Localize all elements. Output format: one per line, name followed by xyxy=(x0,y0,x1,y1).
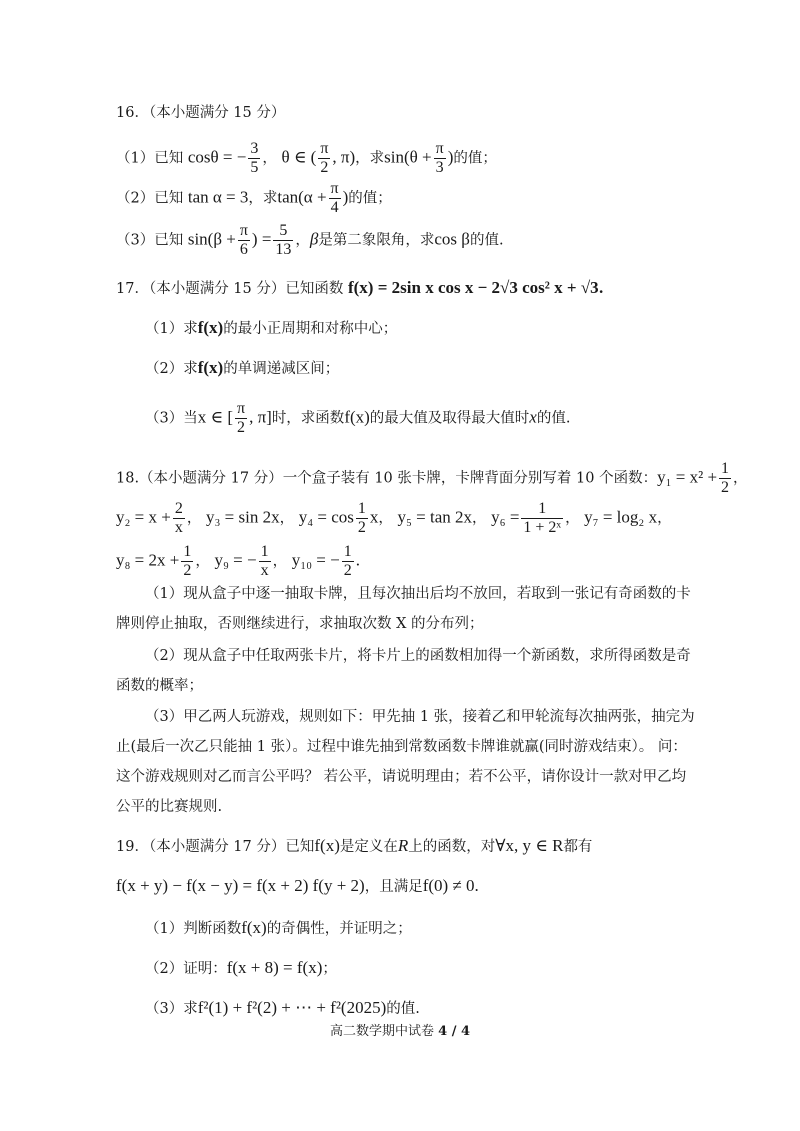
q16-title: 16．（本小题满分 15 分） xyxy=(116,105,286,121)
q19-part2: （2）证明：f(x + 8) = f(x)； xyxy=(145,958,337,977)
q16-part2: （2）已知 tan α = 3，求tan(α + $\frac{\pi}{4}$ )的值； xyxy=(116,180,392,216)
fraction: $\frac{\pi}{2}$ xyxy=(320,140,329,176)
q18-intro: 18.（本小题满分 17 分）一个盒子装有 10 张卡牌，卡牌背面分别写着 10 个函数：y₁ = x² + $\frac{1}{2}$ ， xyxy=(116,460,748,496)
q16-part3: （3）已知 sin(β + $\frac{\pi}{6}$ ) = $\frac{5}{13}$ ，β是第二象限角，求cos β的值. xyxy=(116,222,504,258)
fraction: $\frac{1}{x}$ xyxy=(260,543,269,579)
q18-part2-line1: （2）现从盒子中任取两张卡片，将卡片上的函数相加得一个新函数，求所得函数是奇 xyxy=(145,648,691,664)
fraction: $\frac{1}{2}$ xyxy=(357,500,366,536)
fraction: $\frac{2}{x}$ xyxy=(174,500,183,536)
fraction: $\frac{\pi}{2}$ xyxy=(236,400,246,436)
fraction: $\frac{1}{\text{1 + 2ˣ}}$ xyxy=(523,500,562,536)
q17-part1: （1）求f(x)的最小正周期和对称中心； xyxy=(145,318,398,337)
q19-part3: （3）求f²(1) + f²(2) + ⋯ + f²(2025)的值. xyxy=(145,998,420,1017)
fraction: $\frac{3}{5}$ xyxy=(250,140,259,176)
q17-part3: （3）当x ∈ [ $\frac{\pi}{2}$ , π]时，求函数f(x)的最大值及取得最大值时x的值. xyxy=(145,400,571,436)
fraction: $\frac{1}{2}$ xyxy=(183,543,192,579)
q16-part1: （1）已知 cosθ = − $\frac{3}{5}$ ， θ ∈ ( $\frac{\pi}{2}$ , π)，求sin(θ + $\frac{\pi}{3}$ )的值； xyxy=(116,140,497,176)
page-number: 4 / 4 xyxy=(438,1024,471,1039)
page-footer: 高二数学期中试卷 4 / 4 xyxy=(329,1024,471,1039)
fraction: $\frac{1}{2}$ xyxy=(343,543,352,579)
q19-part1: （1）判断函数f(x)的奇偶性，并证明之； xyxy=(145,918,412,937)
q18-part1-line2: 牌则停止抽取，否则继续进行，求抽取次数 X 的分布列； xyxy=(116,616,484,632)
q17-part2: （2）求f(x)的单调递减区间； xyxy=(145,358,340,377)
q17-title: 17．（本小题满分 15 分）已知函数 f(x) = 2sin x cos x − 2√3 cos² x + √3. xyxy=(116,278,604,297)
q18-part3-line2: 止(最后一次乙只能抽 1 张）。过程中谁先抽到常数函数卡牌谁就赢(同时游戏结束）。 问： xyxy=(116,739,687,755)
fraction: $\frac{\pi}{3}$ xyxy=(435,140,444,176)
q18-part1-line1: （1）现从盒子中逐一抽取卡牌，且每次抽出后均不放回，若取到一张记有奇函数的卡 xyxy=(145,586,691,602)
q19-title: 19．（本小题满分 17 分）已知f(x)是定义在R上的函数，对∀x, y ∈ R都有 xyxy=(116,836,593,855)
q18-part3-line3: 这个游戏规则对乙而言公平吗？ 若公平，请说明理由；若不公平，请你设计一款对甲乙均 xyxy=(116,769,687,785)
q18-functions-row1: y₂ = x + $\frac{2}{x}$ ， y₃ = sin 2x， y₄ = cos $\frac{1}{2}$ x， y₅ = tan 2x， y₆ = $\frac{1}{\text{1 + 2ˣ}}$ ， y₇ = log₂ x， xyxy=(116,500,672,536)
fraction: $\frac{\pi}{6}$ xyxy=(239,222,248,258)
q18-part3-line4: 公平的比赛规则. xyxy=(116,799,223,815)
fraction: $\frac{1}{2}$ xyxy=(721,460,730,496)
q17-function: f(x) = 2sin x cos x − 2√3 cos² x + √3 xyxy=(347,278,599,297)
q18-functions-row2: y₈ = 2x + $\frac{1}{2}$ ， y₉ = − $\frac{1}{x}$ ， y₁₀ = − $\frac{1}{2}$ . xyxy=(116,543,360,579)
fraction: $\frac{5}{13}$ xyxy=(275,222,292,258)
q18-part3-line1: （3）甲乙两人玩游戏，规则如下：甲先抽 1 张，接着乙和甲轮流每次抽两张，抽完为 xyxy=(145,709,695,725)
q18-part2-line2: 函数的概率； xyxy=(116,678,203,694)
fraction: $\frac{\pi}{4}$ xyxy=(330,180,339,216)
q19-equation: f(x + y) − f(x − y) = f(x + 2) f(y + 2)，且满足f(0) ≠ 0. xyxy=(116,876,479,895)
